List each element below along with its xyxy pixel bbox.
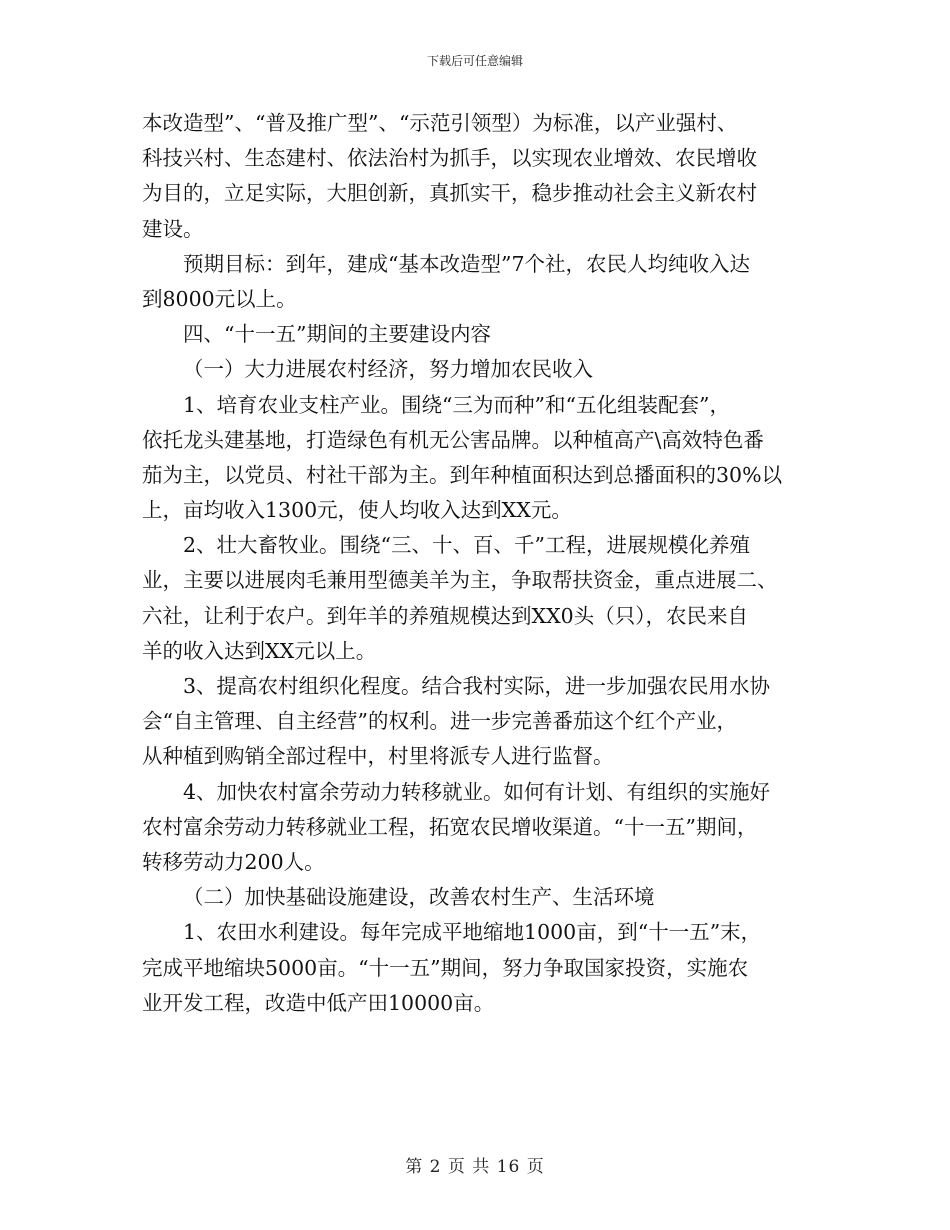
text-line: 上，亩均收入1300元，使人均收入达到XX元。 bbox=[142, 498, 572, 523]
text-line: 建设。 bbox=[142, 216, 204, 241]
text-line: 业开发工程，改造中低产田10000亩。 bbox=[142, 990, 495, 1015]
text-line: 六社，让利于农户。到年羊的养殖规模达到XX0头（只），农民来自 bbox=[142, 603, 748, 628]
text-line: 1、培育农业支柱产业。围绕“三为而种”和“五化组装配套”， bbox=[183, 392, 730, 417]
text-line: 从种植到购销全部过程中，村里将派专人进行监督。 bbox=[142, 744, 614, 769]
text-line: 预期目标：到年，建成“基本改造型”7个社，农民人均纯收入达 bbox=[183, 251, 751, 276]
text-line: 羊的收入达到XX元以上。 bbox=[142, 638, 377, 663]
text-line: 完成平地缩块5000亩。“十一五”期间，努力争取国家投资，实施农 bbox=[142, 955, 749, 980]
text-line: 依托龙头建基地，打造绿色有机无公害品牌。以种植高产\高效特色番 bbox=[142, 427, 764, 452]
document-body bbox=[142, 106, 822, 1021]
text-line: 农村富余劳动力转移就业工程，拓宽农民增收渠道。“十一五”期间， bbox=[142, 814, 758, 839]
text-line: 茄为主，以党员、村社干部为主。到年种植面积达到总播面积的30%以 bbox=[142, 462, 783, 487]
text-line: 1、农田水利建设。每年完成平地缩地1000亩，到“十一五”末， bbox=[183, 920, 762, 945]
page-header: 下载后可任意编辑 bbox=[426, 54, 523, 68]
text-line: 业，主要以进展肉毛兼用型德美羊为主，争取帮扶资金，重点进展二、 bbox=[142, 568, 778, 593]
text-line: 会“自主管理、自主经营”的权利。进一步完善番茄这个红个产业， bbox=[142, 709, 737, 734]
text-line: 科技兴村、生态建村、依法治村为抓手，以实现农业增效、农民增收 bbox=[142, 146, 757, 171]
text-line: （一）大力进展农村经济，努力增加农民收入 bbox=[183, 357, 593, 382]
text-line: 转移劳动力200人。 bbox=[142, 849, 325, 874]
text-line: 3、提高农村组织化程度。结合我村实际，进一步加强农民用水协 bbox=[183, 674, 771, 698]
page-footer: 第 2 页 共 16 页 bbox=[405, 1157, 545, 1177]
text-line: 4、加快农村富余劳动力转移就业。如何有计划、有组织的实施好 bbox=[183, 779, 771, 804]
text-line: 本改造型”、“普及推广型”、“示范引领型）为标准，以产业强村、 bbox=[142, 111, 738, 135]
text-line: （二）加快基础设施建设，改善农村生产、生活环境 bbox=[183, 885, 655, 910]
text-line: 2、壮大畜牧业。围绕“三、十、百、千”工程，进展规模化养殖 bbox=[183, 533, 751, 558]
text-line: 为目的，立足实际，大胆创新，真抓实干，稳步推动社会主义新农村 bbox=[142, 181, 757, 206]
text-line: 四、“十一五”期间的主要建设内容 bbox=[183, 322, 491, 347]
text-line: 到8000元以上。 bbox=[142, 286, 297, 311]
